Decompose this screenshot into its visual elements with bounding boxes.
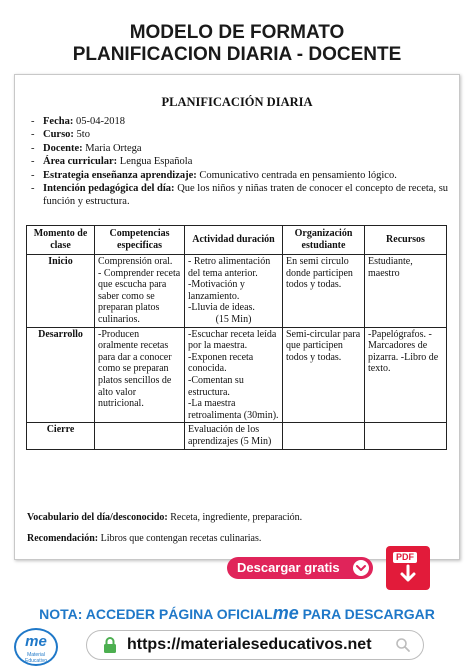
document-title: PLANIFICACIÓN DIARIA <box>161 95 313 109</box>
organizacion-cell: Semi-circular para que participen todos y todas. <box>283 327 365 423</box>
actividad-cell <box>185 423 283 449</box>
info-label: Docente: <box>43 142 83 154</box>
page-header <box>0 22 474 66</box>
column-header: Competencias especificas <box>95 226 185 255</box>
info-area <box>31 155 451 168</box>
vocab-label: Vocabulario del día/desconocido: <box>27 512 168 523</box>
info-value: Lengua Española <box>117 156 193 168</box>
cell-line: Comprensión oral. <box>98 256 173 267</box>
column-header: Actividad duración <box>185 226 283 255</box>
pdf-download-icon[interactable] <box>386 546 430 590</box>
competencias-cell <box>95 423 185 449</box>
logo-subtitle: Material Educativo <box>25 652 47 664</box>
cell-line: - Retro alimentación del tema anterior. <box>188 256 271 279</box>
url-bar[interactable] <box>86 630 424 660</box>
download-button[interactable] <box>227 557 373 579</box>
info-label: Área curricular: <box>43 156 118 168</box>
download-button-label: Descargar gratis <box>237 560 340 575</box>
cell-line: - Comprender receta que escucha para saber como se preparan platos culinarios. <box>98 267 181 325</box>
pdf-label: PDF <box>393 552 417 563</box>
recommendation-line <box>27 533 261 544</box>
column-header: Organización estudiante <box>283 226 365 255</box>
table-header-row <box>27 226 447 255</box>
competencias-cell <box>95 327 185 423</box>
info-list <box>31 115 451 209</box>
url-text: https://materialeseducativos.net <box>127 636 372 653</box>
recursos-cell <box>365 423 447 449</box>
cell-line: -La maestra retroalimenta (30min). <box>188 398 279 421</box>
nota-after: PARA DESCARGAR <box>302 606 435 622</box>
organizacion-cell: En semi circulo donde participen todos y todas. <box>283 255 365 328</box>
info-fecha <box>31 115 451 128</box>
search-icon[interactable] <box>395 637 411 653</box>
column-header: Recursos <box>365 226 447 255</box>
info-docente <box>31 142 451 155</box>
info-label: Fecha: <box>43 116 74 127</box>
stage-cell: Inicio <box>27 255 95 328</box>
info-label: Curso: <box>43 129 74 141</box>
header-line-1: MODELO DE FORMATO <box>129 22 345 43</box>
column-header: Momento de clase <box>27 226 95 255</box>
nota-before: NOTA: ACCEDER PÁGINA OFICIAL <box>39 606 273 622</box>
stage-cell: Desarrollo <box>27 327 95 423</box>
cell-line: -Producen oralmente recetas para dar a conocer como se preparan platos sencillos de alto valor nutricional. <box>98 328 172 410</box>
table-row <box>27 255 447 328</box>
info-estrategia <box>31 169 451 182</box>
info-value: Que los niños y niñas traten de conocer el concepto de receta, su función y estructura. <box>43 183 449 208</box>
recom-value: Libros que contengan recetas culinarias. <box>98 533 262 544</box>
info-value: 5to <box>73 129 90 141</box>
recursos-cell: Estudiante, maestro <box>365 255 447 328</box>
document-sheet <box>14 74 460 560</box>
competencias-cell <box>95 255 185 328</box>
header-line-2: PLANIFICACION DIARIA - DOCENTE <box>72 44 402 65</box>
me-brand: me <box>272 603 299 623</box>
actividad-cell <box>185 255 283 328</box>
vocabulary-line <box>27 512 302 523</box>
lock-icon <box>101 636 119 654</box>
info-value: Comunicativo centrada en pensamiento lógico. <box>196 169 397 181</box>
info-intencion <box>31 182 451 209</box>
cell-line: -Motivación y lanzamiento. <box>188 279 245 302</box>
recursos-cell: -Papelógrafos. -Marcadores de pizarra. -Libro de texto. <box>365 327 447 423</box>
cell-line: Evaluación de los aprendizajes (5 Min) <box>188 424 272 447</box>
stage-cell: Cierre <box>27 423 95 449</box>
cell-line: -Lluvia de ideas. <box>188 302 255 314</box>
info-value: 05-04-2018 <box>73 116 125 127</box>
site-logo <box>14 628 58 666</box>
vocab-value: Receta, ingrediente, preparación. <box>167 512 303 523</box>
actividad-cell <box>185 327 283 423</box>
info-label: Intención pedagógica del día: <box>43 183 175 195</box>
cell-line: -Escuchar receta leída por la maestra. <box>188 328 277 352</box>
cell-line: (15 Min) <box>215 313 252 325</box>
table-row <box>27 327 447 423</box>
organizacion-cell <box>283 423 365 449</box>
info-curso <box>31 128 451 141</box>
info-value: Maria Ortega <box>82 142 142 154</box>
planning-table <box>26 225 447 450</box>
cell-line: -Comentan su estructura. <box>188 374 244 398</box>
recom-label: Recomendación: <box>27 533 99 544</box>
logo-brand: me <box>25 633 47 650</box>
cell-line: -Exponen receta conocida. <box>188 351 254 375</box>
nota-banner <box>0 603 474 624</box>
info-label: Estrategia enseñanza aprendizaje: <box>43 169 197 181</box>
chevron-down-icon <box>353 560 369 576</box>
table-row <box>27 423 447 449</box>
